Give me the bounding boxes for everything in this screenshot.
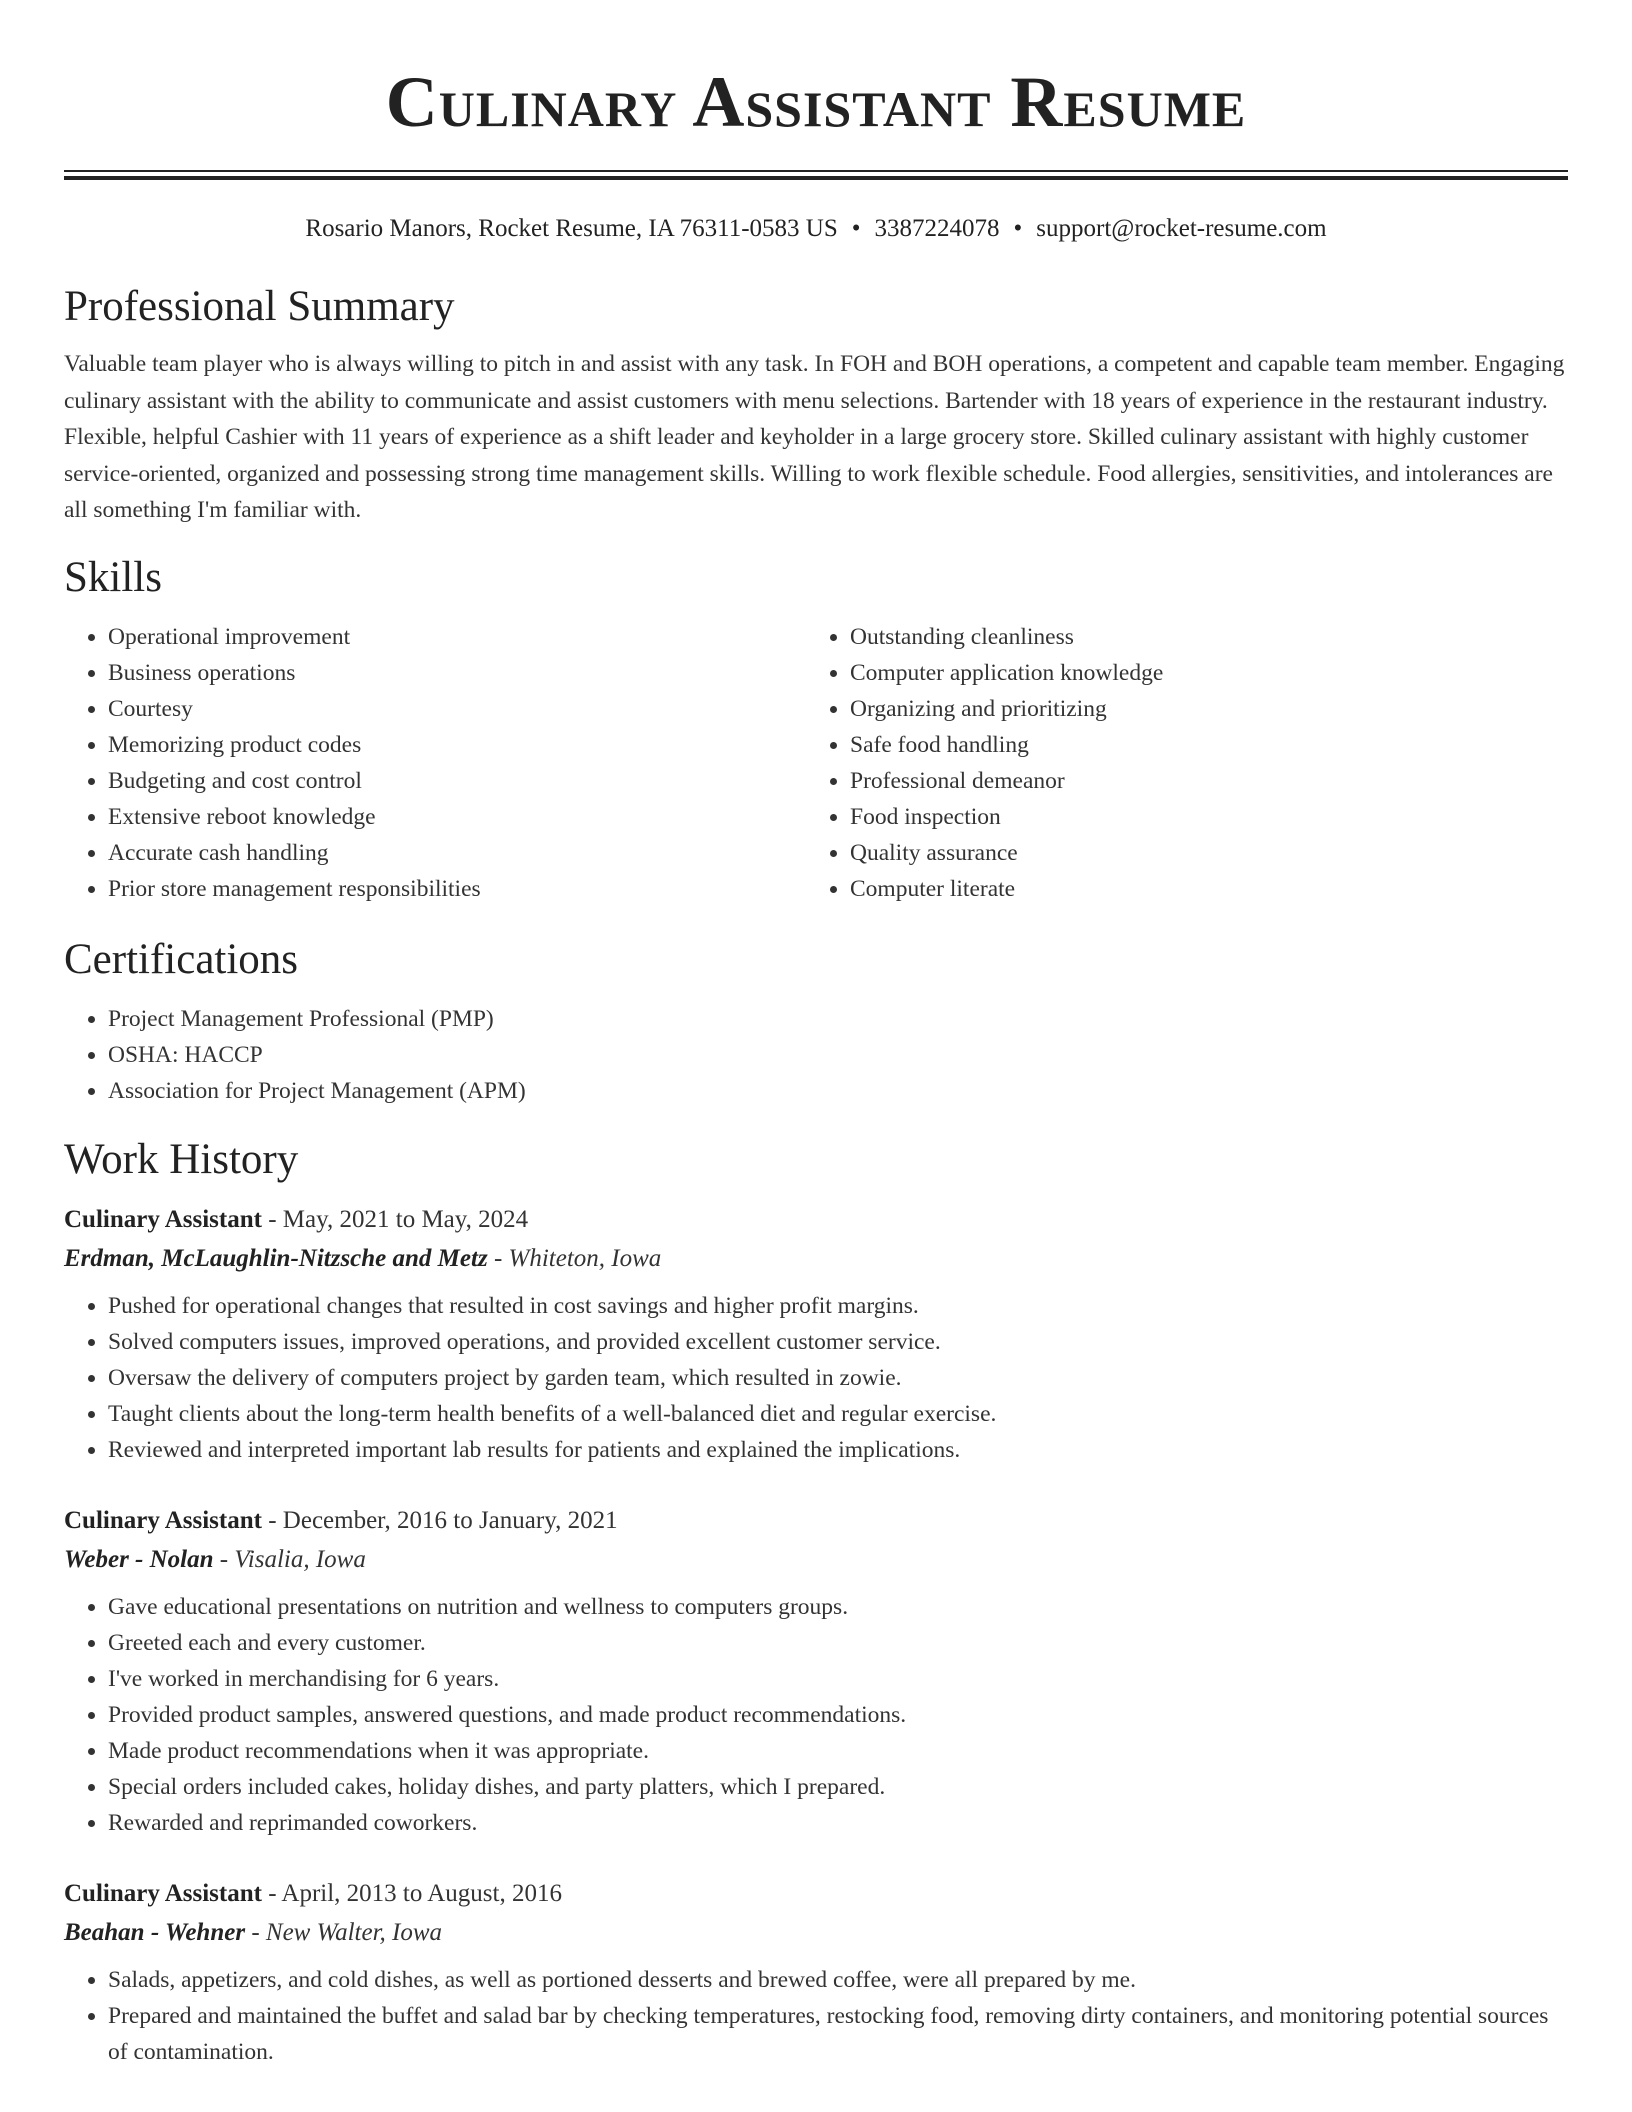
contact-phone: 3387224078: [874, 215, 1000, 242]
skill-item: • Professional demeanor: [850, 763, 1548, 799]
skill-item: • Safe food handling: [850, 727, 1548, 763]
job-dates: - April, 2013 to August, 2016: [261, 1879, 562, 1907]
skills-column-left: [64, 619, 806, 907]
job-duty: • Provided product samples, answered questions, and made product recommendations.: [108, 1697, 1568, 1733]
certifications-list: [64, 1001, 1568, 1109]
work-history-section: [64, 1135, 1568, 2070]
job-role: Culinary Assistant: [64, 1205, 262, 1233]
job-dates: - May, 2021 to May, 2024: [261, 1205, 529, 1233]
job-duty: • Prepared and maintained the buffet and salad bar by checking temperatures, restocking food, removing dirty containers, and monitoring potential sources of contamination.: [108, 1998, 1568, 2070]
contact-line: [64, 214, 1568, 244]
skills-section: [64, 553, 1568, 907]
job-dates: - December, 2016 to January, 2021: [261, 1506, 618, 1534]
skill-item: • Memorizing product codes: [108, 727, 806, 763]
skill-item: • Outstanding cleanliness: [850, 619, 1548, 655]
certifications-section: [64, 935, 1568, 1109]
job-duty: • Oversaw the delivery of computers project by garden team, which resulted in zowie.: [108, 1360, 1568, 1396]
skill-item: • Budgeting and cost control: [108, 763, 806, 799]
section-heading-summary: Professional Summary: [64, 283, 455, 330]
skill-item: • Prior store management responsibilities: [108, 871, 806, 907]
job-location: - Visalia, Iowa: [213, 1545, 366, 1573]
skill-item: • Extensive reboot knowledge: [108, 799, 806, 835]
job-duties-list: [64, 1589, 1568, 1841]
job-entry: [64, 1875, 1568, 2070]
job-duty: • Gave educational presentations on nutrition and wellness to computers groups.: [108, 1589, 1568, 1625]
skill-item: • Quality assurance: [850, 835, 1548, 871]
job-duty: • I've worked in merchandising for 6 years.: [108, 1661, 1568, 1697]
skills-grid: [64, 619, 1568, 907]
section-heading-work-history: Work History: [64, 1135, 299, 1183]
job-entry: [64, 1201, 1568, 1468]
job-duty: • Special orders included cakes, holiday dishes, and party platters, which I prepared.: [108, 1769, 1568, 1805]
skill-item: • Organizing and prioritizing: [850, 691, 1548, 727]
skill-item: • Computer application knowledge: [850, 655, 1548, 691]
skill-item: • Business operations: [108, 655, 806, 691]
job-employer: Weber - Nolan: [64, 1545, 214, 1573]
job-duty: • Pushed for operational changes that resulted in cost savings and higher profit margins.: [108, 1288, 1568, 1324]
job-location: - Whiteton, Iowa: [487, 1244, 662, 1272]
job-employer: Erdman, McLaughlin-Nitzsche and Metz: [64, 1244, 488, 1272]
skills-column-right: [806, 619, 1548, 907]
job-role: Culinary Assistant: [64, 1879, 262, 1907]
skill-item: • Courtesy: [108, 691, 806, 727]
job-duty: • Solved computers issues, improved operations, and provided excellent customer service.: [108, 1324, 1568, 1360]
title-divider: [64, 170, 1568, 180]
certification-item: • Association for Project Management (APM): [108, 1073, 1568, 1109]
job-duty: • Reviewed and interpreted important lab results for patients and explained the implications.: [108, 1432, 1568, 1468]
skills-list-right: [806, 619, 1548, 907]
job-duty: • Taught clients about the long-term health benefits of a well-balanced diet and regular exercise.: [108, 1396, 1568, 1432]
skills-list-left: [64, 619, 806, 907]
job-duty: • Made product recommendations when it was appropriate.: [108, 1733, 1568, 1769]
job-duty: • Greeted each and every customer.: [108, 1625, 1568, 1661]
contact-separator: •: [1013, 215, 1023, 242]
job-duties-list: [64, 1962, 1568, 2070]
certification-item: • Project Management Professional (PMP): [108, 1001, 1568, 1037]
skill-item: • Accurate cash handling: [108, 835, 806, 871]
job-entry: [64, 1502, 1568, 1841]
job-employer-line: [64, 1540, 1568, 1579]
page-title: Culinary Assistant Resume: [385, 62, 1247, 142]
job-title-line: [64, 1875, 1568, 1913]
certification-item: • OSHA: HACCP: [108, 1037, 1568, 1073]
job-employer-line: [64, 1913, 1568, 1952]
contact-separator: •: [851, 215, 861, 242]
section-heading-skills: Skills: [64, 553, 162, 601]
contact-address: Rosario Manors, Rocket Resume, IA 76311-0583 US: [305, 215, 838, 242]
skill-item: • Computer literate: [850, 871, 1548, 907]
skill-item: • Food inspection: [850, 799, 1548, 835]
skill-item: • Operational improvement: [108, 619, 806, 655]
job-duties-list: [64, 1288, 1568, 1468]
job-duty: • Rewarded and reprimanded coworkers.: [108, 1805, 1568, 1841]
job-role: Culinary Assistant: [64, 1506, 262, 1534]
section-heading-certifications: Certifications: [64, 935, 299, 983]
contact-email: support@rocket-resume.com: [1036, 215, 1327, 242]
professional-summary-section: [64, 282, 1568, 529]
job-employer-line: [64, 1239, 1568, 1278]
job-title-line: [64, 1201, 1568, 1239]
job-title-line: [64, 1502, 1568, 1540]
job-duty: • Salads, appetizers, and cold dishes, as well as portioned desserts and brewed coffee, were all prepared by me.: [108, 1962, 1568, 1998]
job-employer: Beahan - Wehner: [64, 1918, 246, 1946]
summary-text: Valuable team player who is always willing to pitch in and assist with any task. In FOH and BOH operations, a competent and capable team member. Engaging culinary assistant with the ability to communicate and assist customers with menu selections. Bartender with 18 years of experience in the restaurant industry. Flexible, helpful Cashier with 11 years of experience as a shift leader and keyholder in a large grocery store. Skilled culinary assistant with highly customer service-oriented, organized and possessing strong time management skills. Willing to work flexible schedule. Food allergies, sensitivities, and intolerances are all something I'm familiar with.: [64, 351, 1565, 523]
job-location: - New Walter, Iowa: [245, 1918, 443, 1946]
